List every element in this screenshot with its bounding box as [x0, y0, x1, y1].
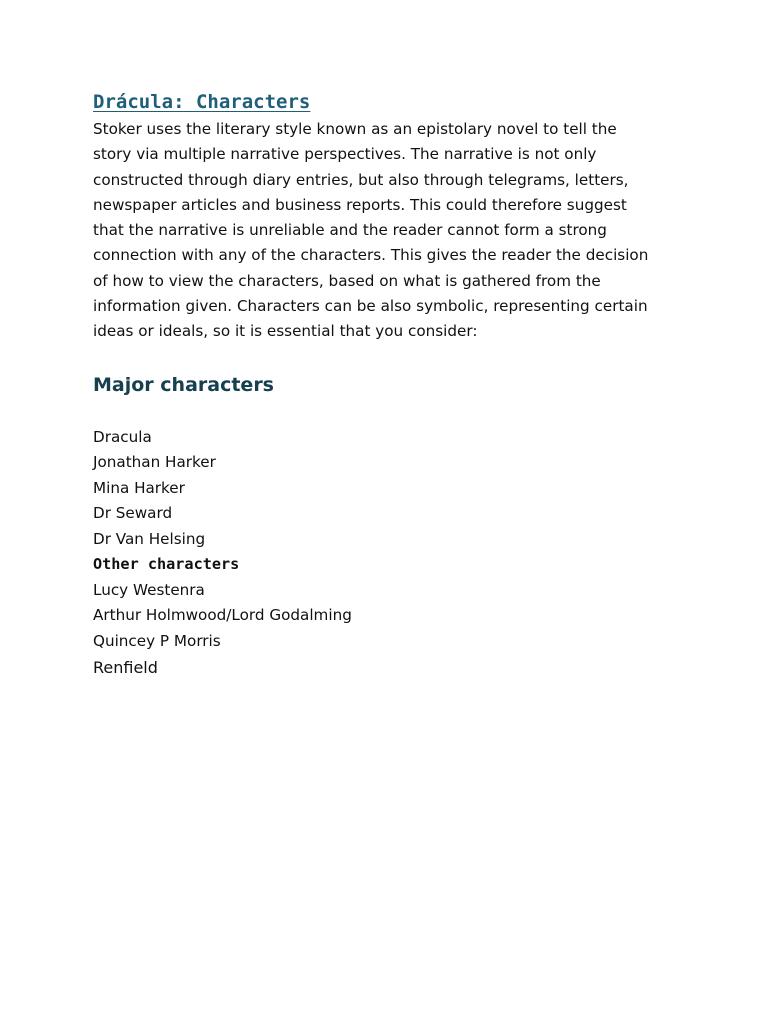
- intro-line: Stoker uses the literary style known as an epistolary novel to tell the: [93, 120, 617, 138]
- major-character-item: Dr Van Helsing: [93, 529, 206, 548]
- major-characters-heading: Major characters: [93, 373, 274, 396]
- other-character-item: Renfield: [93, 658, 158, 678]
- other-characters-heading: Other characters: [93, 555, 240, 574]
- intro-line: that the narrative is unreliable and the reader cannot form a strong: [93, 221, 607, 240]
- major-character-item: Dr Seward: [93, 504, 173, 523]
- intro-line: ideas or ideals, so it is essential that you consider:: [93, 322, 478, 341]
- intro-line: constructed through diary entries, but also through telegrams, letters,: [93, 170, 629, 189]
- other-character-item: Lucy Westenra: [93, 580, 205, 599]
- other-character-item: Quincey P Morris: [93, 631, 221, 650]
- document-title: Drácula: Characters: [93, 91, 311, 113]
- document-page: [93, 89, 693, 681]
- intro-line: newspaper articles and business reports. This could therefore suggest: [93, 195, 627, 214]
- intro-line: story via multiple narrative perspectives. The narrative is not only: [93, 145, 597, 164]
- major-character-item: Dracula: [93, 427, 152, 446]
- other-character-item: Arthur Holmwood/Lord Godalming: [93, 606, 352, 625]
- character-list: [93, 425, 693, 682]
- major-character-item: Jonathan Harker: [93, 453, 216, 472]
- intro-line: of how to view the characters, based on what is gathered from the: [93, 271, 601, 290]
- major-character-item: Mina Harker: [93, 478, 185, 497]
- intro-line: information given. Characters can be also symbolic, representing certain: [93, 297, 648, 316]
- intro-line: connection with any of the characters. This gives the reader the decision: [93, 246, 649, 265]
- intro-paragraph: [93, 117, 673, 345]
